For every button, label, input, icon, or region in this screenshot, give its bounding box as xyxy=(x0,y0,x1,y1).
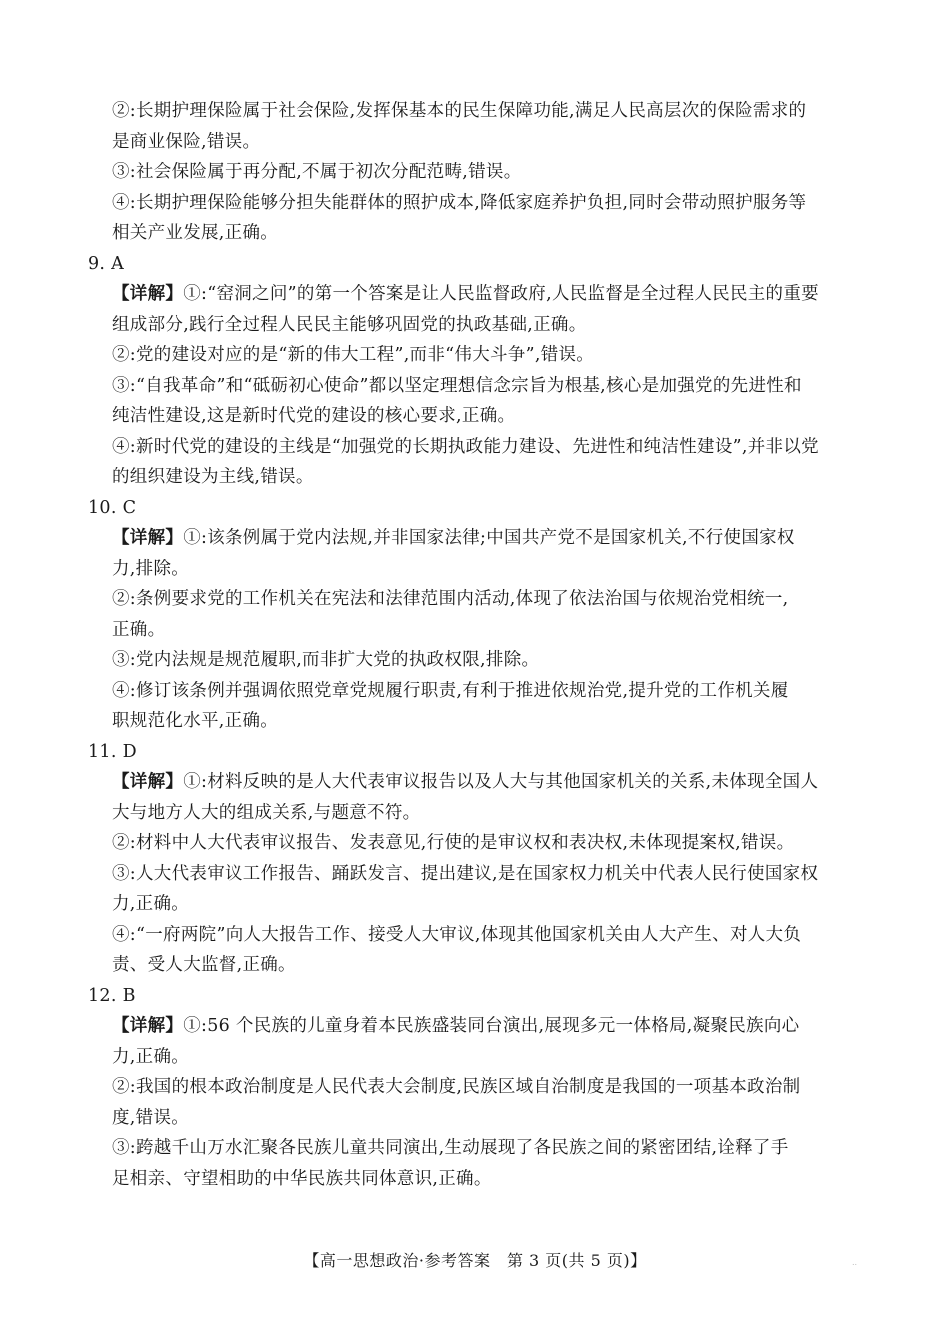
answer-line: ②:材料中人大代表审议报告、发表意见,行使的是审议权和表决权,未体现提案权,错误。 xyxy=(112,833,795,853)
detail-tag: 【详解】 xyxy=(112,772,184,792)
answer-line: ④:长期护理保险能够分担失能群体的照护成本,降低家庭养护负担,同时会带动照护服务等 xyxy=(112,192,807,213)
answer-line: 的组织建设为主线,错误。 xyxy=(112,467,314,487)
answer-line: 力,排除。 xyxy=(112,558,190,579)
detail-line xyxy=(88,1011,868,1042)
detail-tag: 【详解】 xyxy=(112,1016,184,1036)
answer-line: 正确。 xyxy=(112,619,166,640)
answer-line: 力,正确。 xyxy=(112,1046,190,1067)
answer-line: 相关产业发展,正确。 xyxy=(112,223,279,243)
question-number: 9. A xyxy=(88,253,125,274)
answer-line: ②:长期护理保险属于社会保险,发挥保基本的民生保障功能,满足人民高层次的保险需求的 xyxy=(112,101,807,121)
answer-line: 组成部分,践行全过程人民民主能够巩固党的执政基础,正确。 xyxy=(112,314,587,335)
answer-line: ④:“一府两院”向人大报告工作、接受人大审议,体现其他国家机关由人大产生、对人大负 xyxy=(112,924,802,945)
detail-line xyxy=(88,279,868,310)
detail-text: ①:该条例属于党内法规,并非国家法律;中国共产党不是国家机关,不行使国家权 xyxy=(183,528,795,548)
question-number: 11. D xyxy=(88,741,137,762)
detail-line xyxy=(88,767,868,798)
answer-content xyxy=(88,96,868,1194)
question-number: 12. B xyxy=(88,985,136,1006)
answer-line: 是商业保险,错误。 xyxy=(112,131,261,152)
answer-line: ②:党的建设对应的是“新的伟大工程”,而非“伟大斗争”,错误。 xyxy=(112,345,595,365)
answer-line: 责、受人大监督,正确。 xyxy=(112,955,296,975)
answer-line: ③:社会保险属于再分配,不属于初次分配范畴,错误。 xyxy=(112,162,522,182)
answer-line: 足相亲、守望相助的中华民族共同体意识,正确。 xyxy=(112,1168,492,1189)
answer-line: 职规范化水平,正确。 xyxy=(112,711,279,731)
answer-line: 纯洁性建设,这是新时代党的建设的核心要求,正确。 xyxy=(112,406,516,426)
question-number: 10. C xyxy=(88,497,137,518)
detail-text: ①:材料反映的是人大代表审议报告以及人大与其他国家机关的关系,未体现全国人 xyxy=(183,772,819,792)
answer-line: ②:条例要求党的工作机关在宪法和法律范围内活动,体现了依法治国与依规治党相统一, xyxy=(112,589,789,609)
page-footer: 【高一思想政治·参考答案 第 3 页(共 5 页)】 xyxy=(303,1251,647,1270)
answer-line: 度,错误。 xyxy=(112,1107,190,1128)
answer-line: ③:“自我革命”和“砥砺初心使命”都以坚定理想信念宗旨为根基,核心是加强党的先进性和 xyxy=(112,375,802,396)
answer-line: ③:人大代表审议工作报告、踊跃发言、提出建议,是在国家权力机关中代表人民行使国家权 xyxy=(112,863,819,884)
corner-mark: .. xyxy=(852,1258,858,1267)
answer-line: ④:修订该条例并强调依照党章党规履行职责,有利于推进依规治党,提升党的工作机关履 xyxy=(112,680,789,701)
answer-line: ③:跨越千山万水汇聚各民族儿童共同演出,生动展现了各民族之间的紧密团结,诠释了手 xyxy=(112,1138,789,1158)
answer-line: ②:我国的根本政治制度是人民代表大会制度,民族区域自治制度是我国的一项基本政治制 xyxy=(112,1077,801,1097)
detail-line xyxy=(88,523,868,554)
detail-text: ①:56 个民族的儿童身着本民族盛装同台演出,展现多元一体格局,凝聚民族向心 xyxy=(183,1016,800,1036)
detail-text: ①:“窑洞之问”的第一个答案是让人民监督政府,人民监督是全过程人民民主的重要 xyxy=(183,284,819,304)
answer-line: 大与地方人大的组成关系,与题意不符。 xyxy=(112,802,421,823)
detail-tag: 【详解】 xyxy=(112,528,184,548)
answer-line: ④:新时代党的建设的主线是“加强党的长期执政能力建设、先进性和纯洁性建设”,并非以党 xyxy=(112,436,819,457)
answer-line: 力,正确。 xyxy=(112,894,190,914)
answer-line: ③:党内法规是规范履职,而非扩大党的执政权限,排除。 xyxy=(112,650,540,670)
detail-tag: 【详解】 xyxy=(112,284,184,304)
